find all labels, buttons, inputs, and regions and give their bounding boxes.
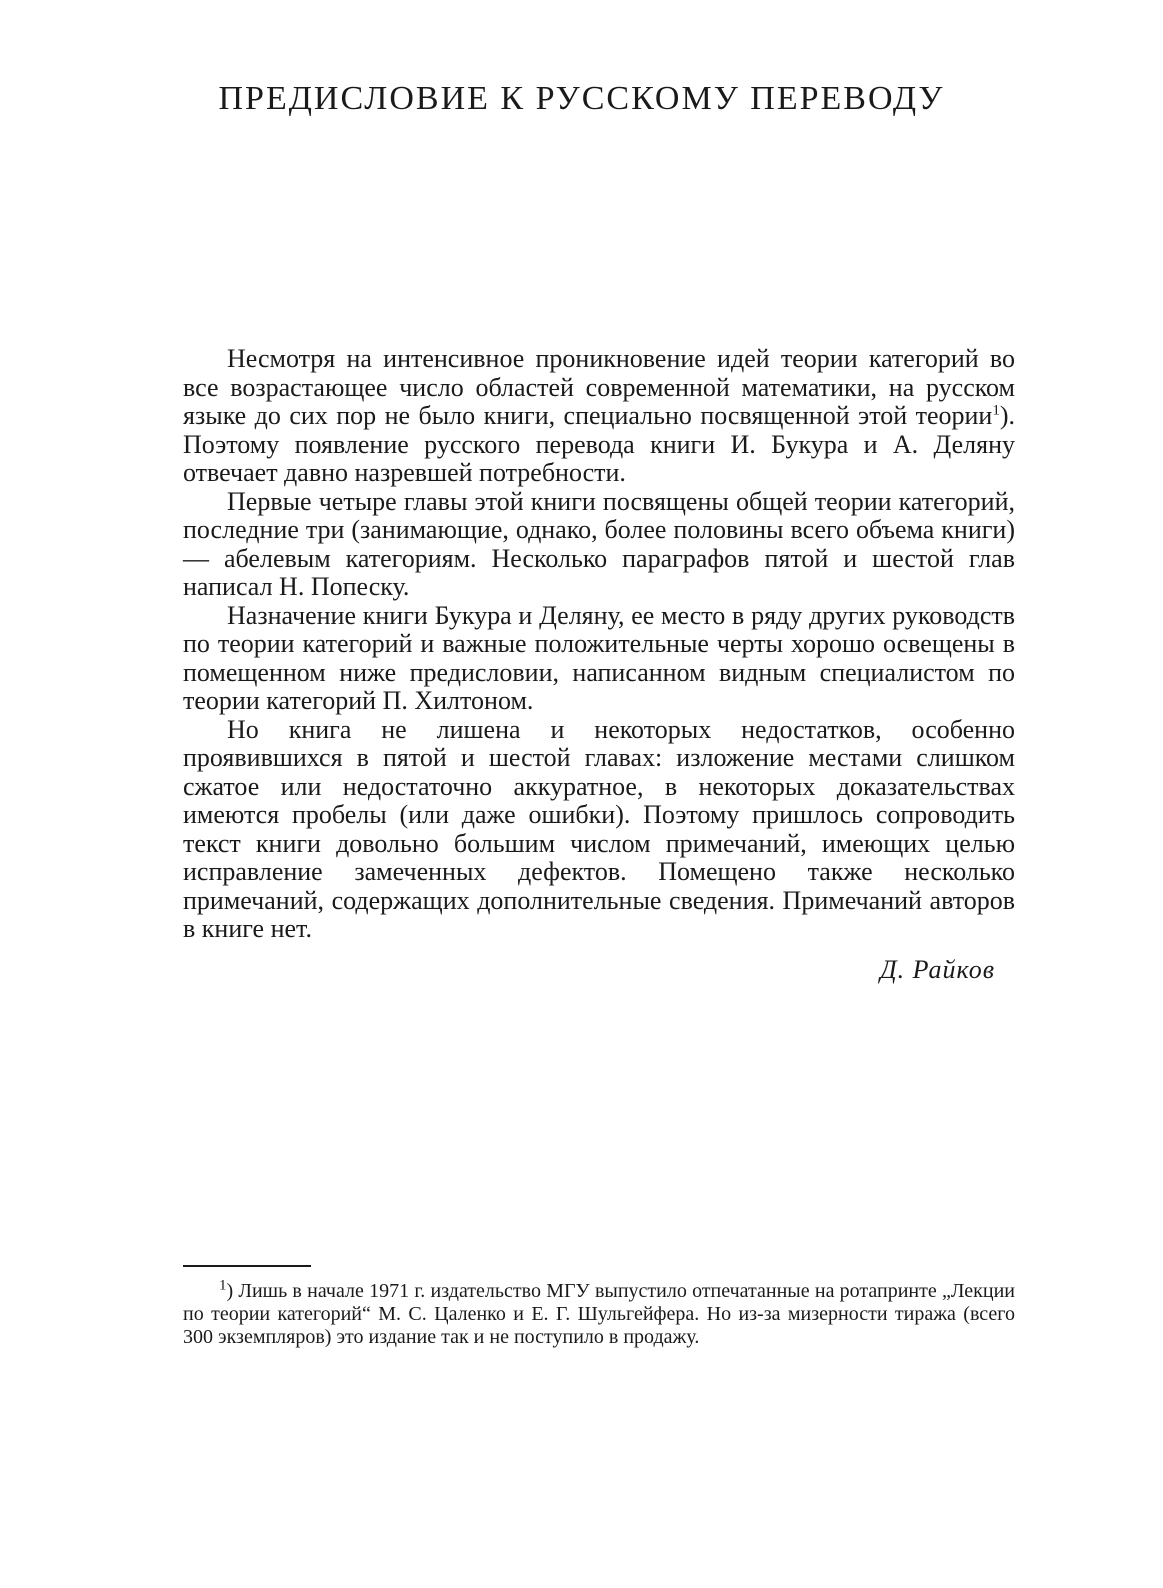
paragraph-1 — [183, 345, 1015, 488]
paragraph-1-text-continued: ). Поэтому появление русского перевода книги И. Букура и А. Деляну отвечает давно назревшей потребности. — [183, 401, 1015, 487]
footnote-text: ) Лишь в начале 1971 г. издательство МГУ выпустило отпечатанные на ротапринте „Лекции по теории категорий“ М. С. Цаленко и Е. Г. Шульгейфера. Но из-за мизерности тиража (всего 300 экземпляров) это издание так и не поступило в продажу. — [183, 1280, 1015, 1348]
page-title: ПРЕДИСЛОВИЕ К РУССКОМУ ПЕРЕВОДУ — [218, 80, 945, 117]
footnote — [183, 1277, 1015, 1349]
footnote-reference[interactable]: 1 — [992, 402, 1000, 419]
paragraph-4: Но книга не лишена и некоторых недостатков, особенно проявившихся в пятой и шестой главах: изложение местами слишком сжатое или недостаточно аккуратное, в некоторых доказательствах имеются пробелы (или даже ошибки). Поэтому пришлось сопроводить текст книги довольно большим числом примечаний, имеющих целью исправление замеченных дефектов. Помещено также несколько примечаний, содержащих дополнительные сведения. Примечаний авторов в книге нет. — [183, 714, 1015, 943]
paragraph-3: Назначение книги Букура и Деляну, ее место в ряду других руководств по теории категорий и важные положительные черты хорошо освещены в помещенном ниже предисловии, написанном видным специалистом по теории категорий П. Хилтоном. — [183, 600, 1015, 715]
signature: Д. Райков — [880, 955, 995, 984]
body-text — [183, 345, 1015, 944]
footnote-text-block — [183, 1277, 1015, 1349]
footnote-divider — [183, 1265, 311, 1267]
paragraph-1-text: Несмотря на интенсивное проникновение идей теории категорий во все возрастающее число областей современной математики, на русском языке до сих пор не было книги, специально посвященной этой теории — [183, 344, 1015, 430]
footnote-mark: 1 — [219, 1277, 227, 1294]
paragraph-2: Первые четыре главы этой книги посвящены общей теории категорий, последние три (занимающие, однако, более половины всего объема книги) — абелевым категориям. Несколько параграфов пятой и шестой глав написал Н. Попеску. — [183, 486, 1015, 601]
